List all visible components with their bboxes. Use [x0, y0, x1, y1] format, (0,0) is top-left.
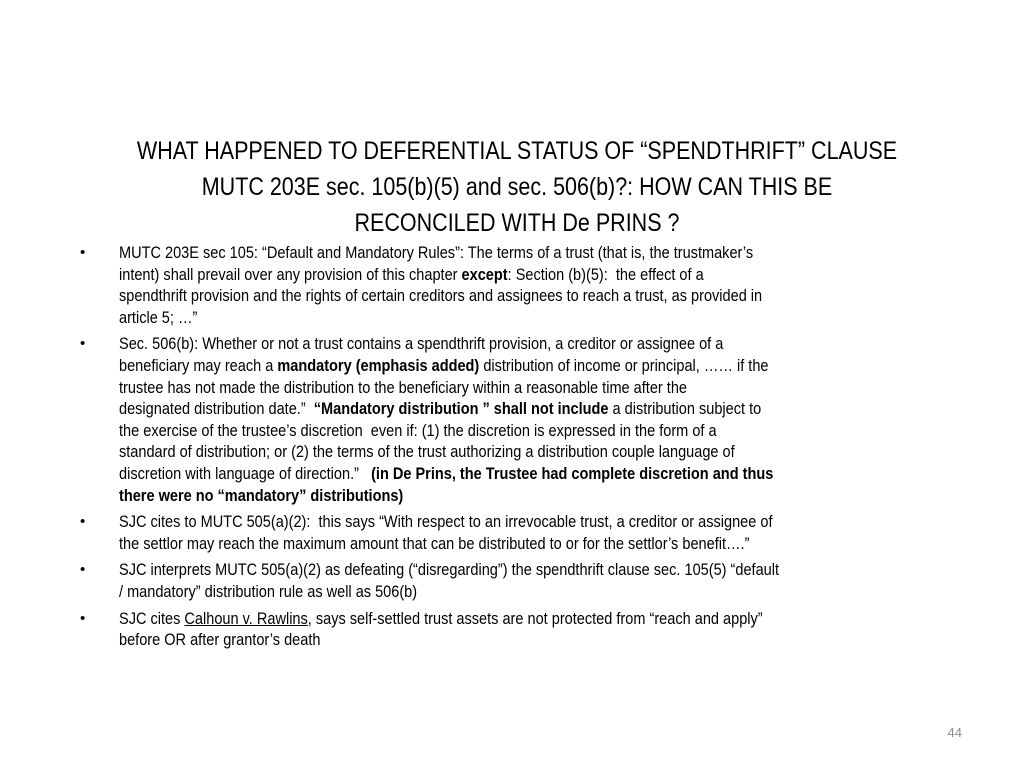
bullet-text-line	[119, 533, 893, 555]
bullet-text-line	[119, 355, 893, 377]
bullet-text-line	[119, 485, 893, 507]
text-segment: SJC interprets MUTC 505(a)(2) as defeating (“disregarding”) the spendthrift clause sec. 105(5) “default	[119, 560, 780, 580]
text-segment: designated distribution date.”	[119, 399, 314, 419]
text-segment: article 5; …”	[119, 307, 198, 327]
bullet-text-line	[119, 511, 893, 533]
bold-text: there were no “mandatory” distributions)	[119, 485, 404, 505]
bullet-item	[0, 608, 1024, 651]
bullet-item	[0, 559, 1024, 602]
bullet-text-line	[119, 377, 893, 399]
text-segment: discretion with language of direction.”	[119, 463, 372, 483]
bold-text: “Mandatory distribution ” shall not include	[313, 399, 609, 419]
bullet-icon: •	[80, 244, 86, 261]
slide-title	[0, 133, 1024, 241]
bullet-text-line	[119, 307, 893, 329]
text-segment: MUTC 203E sec 105: “Default and Mandatory Rules”: The terms of a trust (that is, the trustmaker’s	[119, 243, 754, 262]
bullet-text-line	[119, 629, 893, 651]
bold-text: except	[461, 264, 508, 284]
bullet-text-line	[119, 559, 893, 581]
bullet-text-line	[119, 420, 893, 442]
text-segment: before OR after grantor’s death	[119, 630, 321, 650]
text-segment: : Section (b)(5): the effect of a	[507, 264, 704, 284]
text-segment: a distribution subject to	[608, 399, 762, 419]
page-number: 44	[947, 725, 962, 740]
bullet-text-line	[119, 463, 893, 485]
text-segment: SJC cites	[119, 608, 185, 628]
text-segment: Sec. 506(b): Whether or not a trust contains a spendthrift provision, a creditor or assignee of a	[119, 334, 724, 354]
bullet-text-line	[119, 608, 893, 630]
bullet-text-line	[119, 285, 893, 307]
text-segment: intent) shall prevail over any provision of this chapter	[119, 264, 462, 284]
bullet-text-line	[119, 581, 893, 603]
text-segment: spendthrift provision and the rights of certain creditors and assignees to reach a trust, as provided in	[119, 286, 763, 306]
bold-text: mandatory (emphasis added)	[277, 355, 480, 375]
bullet-text-line	[119, 264, 893, 286]
text-segment: trustee has not made the distribution to the beneficiary within a reasonable time after the	[119, 377, 688, 397]
title-line: RECONCILED WITH De PRINS ?	[354, 209, 680, 237]
title-line: MUTC 203E sec. 105(b)(5) and sec. 506(b)?: HOW CAN THIS BE	[201, 173, 833, 201]
title-line: WHAT HAPPENED TO DEFERENTIAL STATUS OF “SPENDTHRIFT” CLAUSE	[136, 137, 898, 165]
text-segment: the settlor may reach the maximum amount that can be distributed to or for the settlor’s benefit….”	[119, 533, 750, 553]
bullet-icon: •	[80, 609, 86, 627]
bullet-item	[0, 242, 1024, 328]
bullet-text-line	[119, 333, 893, 355]
bold-text: (in De Prins, the Trustee had complete discretion and thus	[371, 463, 774, 483]
text-segment: , says self-settled trust assets are not protected from “reach and apply”	[307, 608, 763, 628]
bullet-icon: •	[80, 335, 86, 353]
bullet-text-line	[119, 242, 893, 264]
text-segment: distribution of income or principal, …… if the	[479, 355, 769, 375]
text-segment: SJC cites to MUTC 505(a)(2): this says “With respect to an irrevocable trust, a creditor or assignee of	[119, 512, 773, 532]
text-segment: the exercise of the trustee’s discretion even if: (1) the discretion is expressed in the form of a	[119, 420, 717, 440]
bullet-icon: •	[80, 561, 86, 579]
text-segment: / mandatory” distribution rule as well as 506(b)	[119, 581, 418, 601]
bullet-text-line	[119, 441, 893, 463]
bullet-list	[0, 242, 1024, 656]
text-segment: beneficiary may reach a	[119, 355, 278, 375]
case-citation: Calhoun v. Rawlins	[184, 608, 308, 628]
bullet-item	[0, 511, 1024, 554]
bullet-text-line	[119, 398, 893, 420]
bullet-item	[0, 333, 1024, 506]
text-segment: standard of distribution; or (2) the terms of the trust authorizing a distribution couple language of	[119, 442, 735, 462]
bullet-icon: •	[80, 513, 86, 531]
